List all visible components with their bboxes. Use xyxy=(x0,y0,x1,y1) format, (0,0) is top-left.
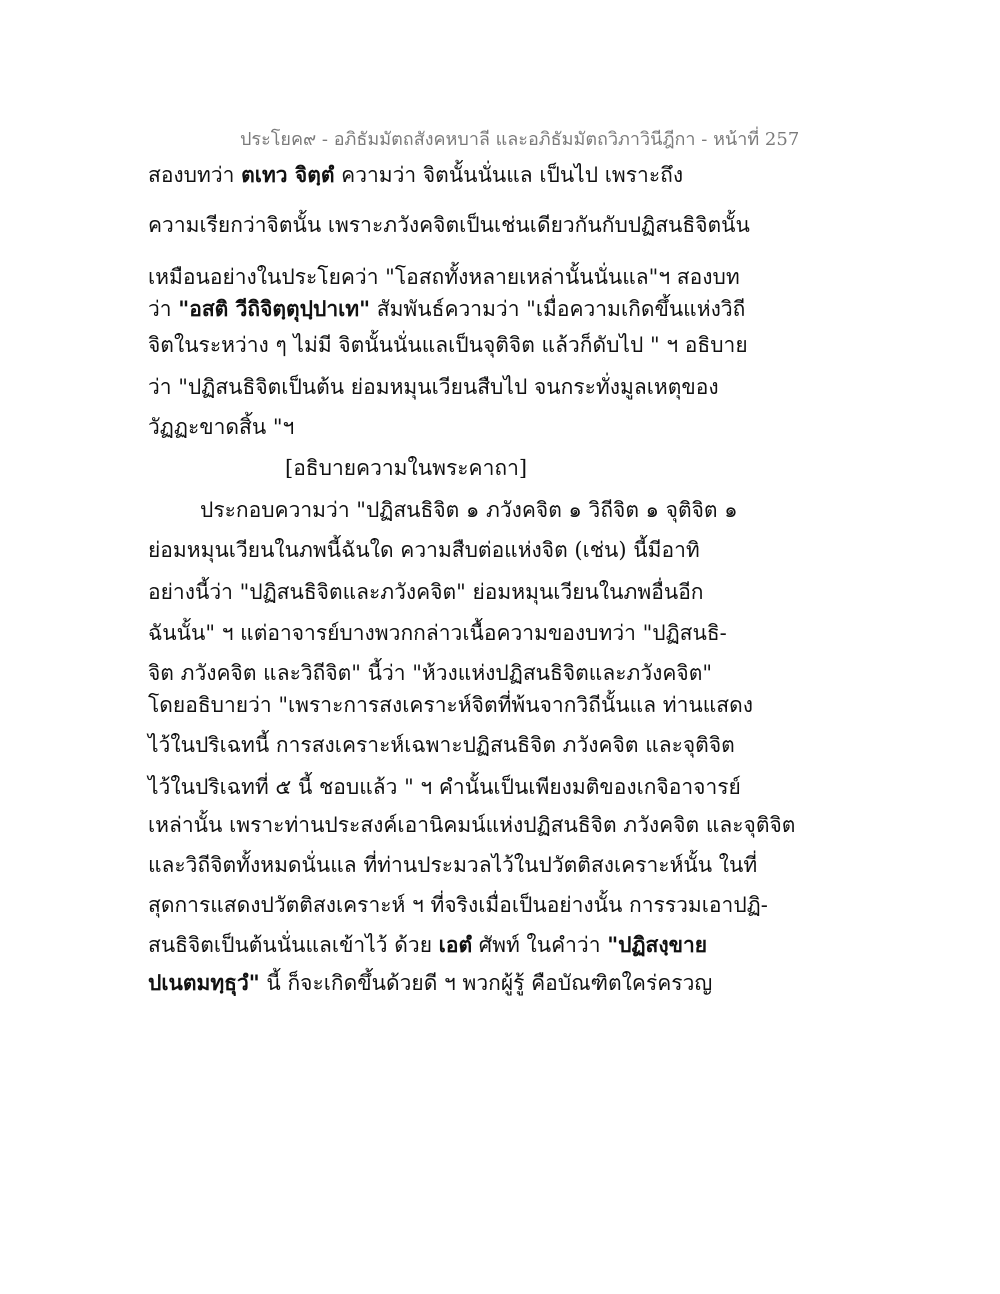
text-segment: ว่า "ปฏิสนธิจิตเป็นต้น ย่อมหมุนเวียนสืบไป จนกระทั่งมูลเหตุของ xyxy=(148,375,719,399)
bold-term: "ปฏิสงฺขาย xyxy=(607,932,708,957)
text-segment: เหมือนอย่างในประโยคว่า "โอสถทั้งหลายเหล่านั้นนั่นแล"ฯ สองบท xyxy=(148,265,740,289)
text-segment: วัฏฏะขาดสิ้น "ฯ xyxy=(148,415,295,439)
text-segment: สองบทว่า xyxy=(148,163,242,187)
text-line xyxy=(148,294,748,324)
text-segment: สนธิจิตเป็นต้นนั่นแลเข้าไว้ ด้วย xyxy=(148,933,439,957)
text-segment: [อธิบายความในพระคาถา] xyxy=(285,456,528,480)
text-segment: เหล่านั้น เพราะท่านประสงค์เอานิคมน์แห่งปฏิสนธิจิต ภวังคจิต และจุติจิต xyxy=(148,813,796,837)
text-line xyxy=(285,453,885,483)
text-segment: นี้ ก็จะเกิดขึ้นด้วยดี ฯ พวกผู้รู้ คือบัณฑิตใคร่ครวญ xyxy=(259,971,713,995)
text-line xyxy=(148,658,748,688)
text-segment: ความว่า จิตนั้นนั่นแล เป็นไป เพราะถึง xyxy=(334,163,684,187)
text-line xyxy=(148,968,748,998)
bold-term: "อสติ วีถิจิตฺตุปฺปาเท" xyxy=(178,296,371,321)
text-line xyxy=(148,730,748,760)
text-segment: ประกอบความว่า "ปฏิสนธิจิต ๑ ภวังคจิต ๑ วิถีจิต ๑ จุติจิต ๑ xyxy=(200,498,738,522)
text-segment: และวิถีจิตทั้งหมดนั่นแล ที่ท่านประมวลไว้ในปวัตติสงเคราะห์นั้น ในที่ xyxy=(148,853,758,877)
text-line xyxy=(148,262,748,292)
page-header: ประโยค๙ - อภิธัมมัตถสังคหบาลี และอภิธัมมัตถวิภาวินีฎีกา - หน้าที่ 257 xyxy=(240,129,800,150)
text-line xyxy=(148,850,758,880)
text-line xyxy=(148,930,748,960)
bold-term: เอตํ xyxy=(438,932,473,957)
text-segment: ฉันนั้น" ฯ แต่อาจารย์บางพวกกล่าวเนื้อความของบทว่า "ปฏิสนธิ- xyxy=(148,621,727,645)
text-line xyxy=(148,160,748,190)
text-segment: ศัพท์ ในคำว่า xyxy=(472,933,608,957)
bold-term: ตเทว จิตฺตํ xyxy=(241,162,335,187)
text-line xyxy=(148,690,753,720)
text-segment: ย่อมหมุนเวียนในภพนี้ฉันใด ความสืบต่อแห่งจิต (เช่น) นี้มีอาทิ xyxy=(148,538,700,562)
text-segment: ว่า xyxy=(148,297,179,321)
text-line xyxy=(148,772,748,802)
text-line xyxy=(148,618,748,648)
text-segment: ไว้ในปริเฉทที่ ๕ นี้ ชอบแล้ว " ฯ คำนั้นเป็นเพียงมติของเกจิอาจารย์ xyxy=(148,775,741,799)
text-line xyxy=(148,412,748,442)
text-segment: โดยอธิบายว่า "เพราะการสงเคราะห์จิตที่พ้นจากวิถีนั้นแล ท่านแสดง xyxy=(148,693,753,717)
text-line xyxy=(148,577,748,607)
text-segment: จิต ภวังคจิต และวิถีจิต" นี้ว่า "ห้วงแห่งปฏิสนธิจิตและภวังคจิต" xyxy=(148,661,713,685)
text-line xyxy=(148,372,748,402)
text-segment: สัมพันธ์ความว่า "เมื่อความเกิดขึ้นแห่งวิถี xyxy=(370,297,746,321)
text-segment: ไว้ในปริเฉทนี้ การสงเคราะห์เฉพาะปฏิสนธิจิต ภวังคจิต และจุติจิต xyxy=(148,733,735,757)
text-segment: สุดการแสดงปวัตติสงเคราะห์ ฯ ที่จริงเมื่อเป็นอย่างนั้น การรวมเอาปฏิ- xyxy=(148,893,768,917)
text-line xyxy=(200,495,800,525)
text-line xyxy=(148,810,796,840)
text-segment: ความเรียกว่าจิตนั้น เพราะภวังคจิตเป็นเช่นเดียวกันกับปฏิสนธิจิตนั้น xyxy=(148,213,750,237)
text-segment: อย่างนี้ว่า "ปฏิสนธิจิตและภวังคจิต" ย่อมหมุนเวียนในภพอื่นอีก xyxy=(148,580,704,604)
bold-term: ปเนตมทฺธุวํ" xyxy=(148,970,260,995)
text-line xyxy=(148,535,748,565)
text-line xyxy=(148,330,748,360)
text-segment: จิตในระหว่าง ๆ ไม่มี จิตนั้นนั่นแลเป็นจุติจิต แล้วก็ดับไป " ฯ อธิบาย xyxy=(148,333,748,357)
text-line xyxy=(148,210,748,240)
text-line xyxy=(148,890,768,920)
